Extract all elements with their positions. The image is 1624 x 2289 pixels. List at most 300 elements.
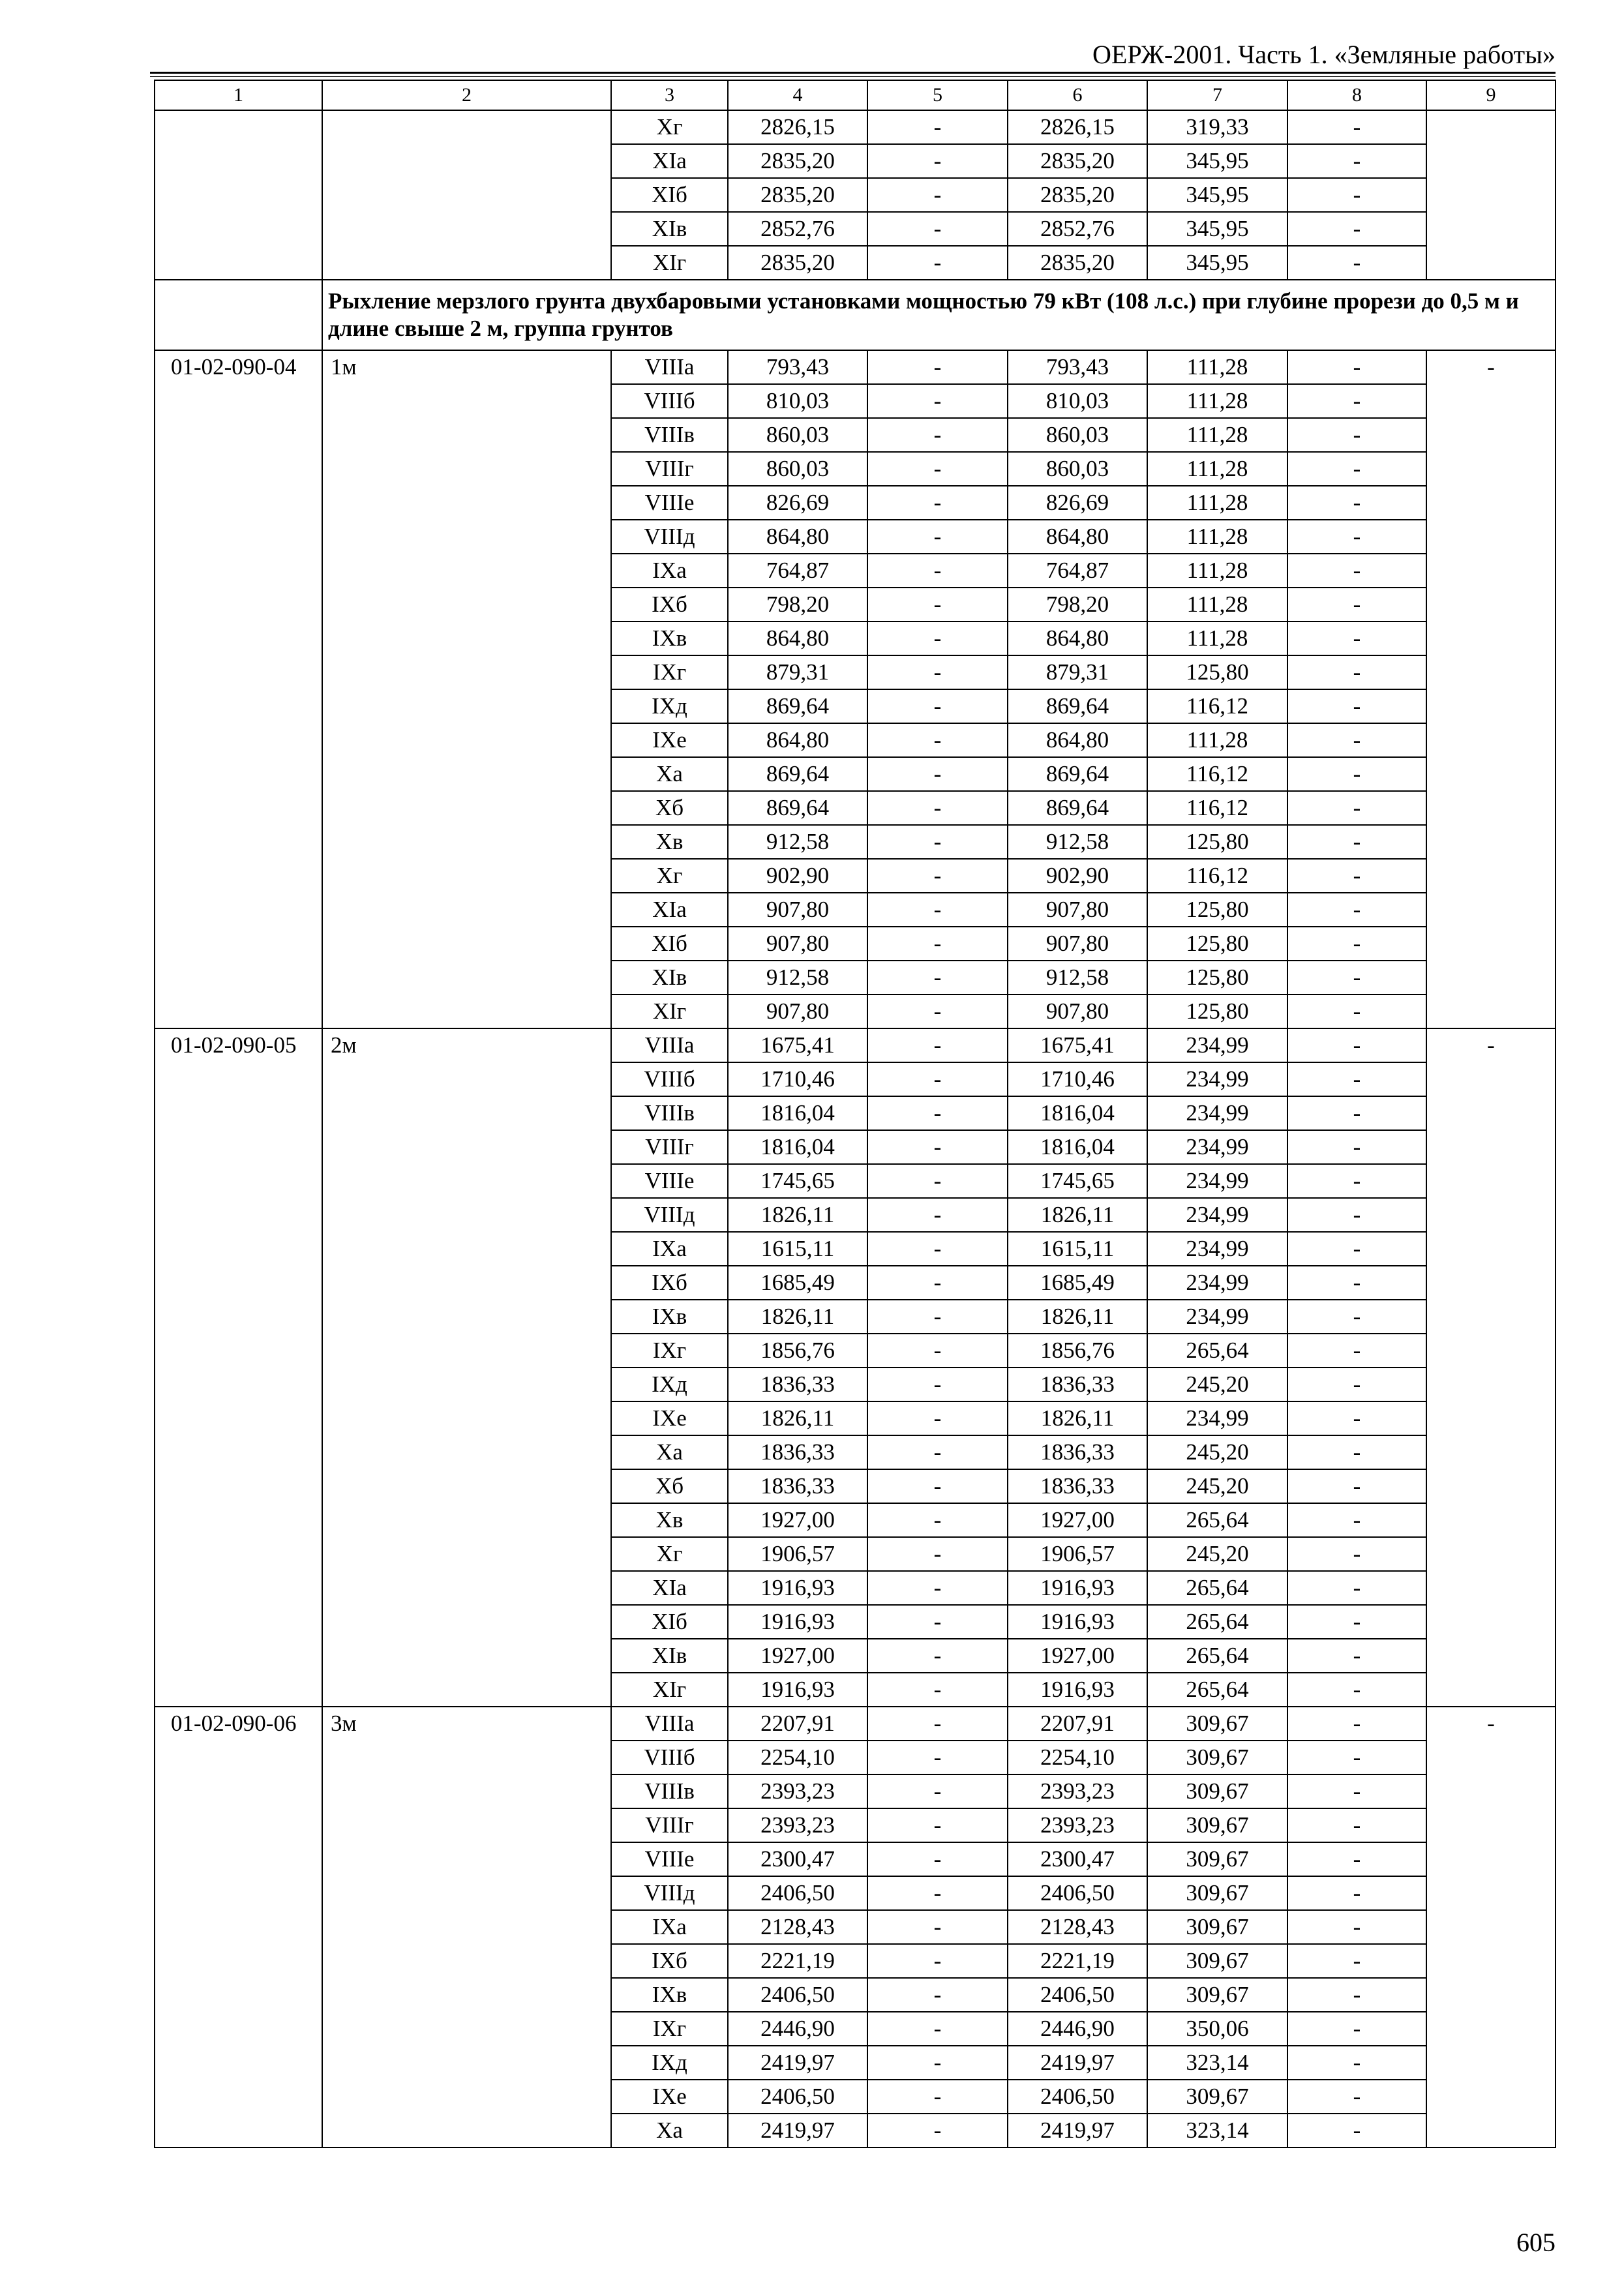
- materials-cost-cell: -: [1287, 1096, 1426, 1130]
- materials-cost-cell: -: [1287, 723, 1426, 757]
- machine-cost-cell: 869,64: [1008, 791, 1147, 825]
- direct-cost-cell: 2835,20: [728, 246, 867, 280]
- materials-cost-cell: -: [1287, 520, 1426, 554]
- direct-cost-cell: 2207,91: [728, 1707, 867, 1741]
- soil-group-cell: IXе: [611, 2080, 728, 2114]
- direct-cost-cell: 864,80: [728, 520, 867, 554]
- machine-wage-cell: 116,12: [1147, 859, 1287, 893]
- direct-cost-cell: 2406,50: [728, 1978, 867, 2012]
- machine-wage-cell: 234,99: [1147, 1062, 1287, 1096]
- machine-cost-cell: 1816,04: [1008, 1096, 1147, 1130]
- machine-wage-cell: 111,28: [1147, 418, 1287, 452]
- direct-cost-cell: 907,80: [728, 893, 867, 927]
- machine-wage-cell: 125,80: [1147, 825, 1287, 859]
- rate-code: 01-02-090-06: [155, 1707, 322, 2147]
- direct-cost-cell: 869,64: [728, 757, 867, 791]
- direct-cost-cell: 1816,04: [728, 1096, 867, 1130]
- machine-wage-cell: 234,99: [1147, 1300, 1287, 1334]
- labor-wage-cell: -: [867, 1062, 1008, 1096]
- soil-group-cell: XIг: [611, 995, 728, 1028]
- machine-wage-cell: 111,28: [1147, 520, 1287, 554]
- machine-wage-cell: 319,33: [1147, 110, 1287, 144]
- soil-group-cell: XIв: [611, 961, 728, 995]
- direct-cost-cell: 869,64: [728, 791, 867, 825]
- soil-group-cell: XIб: [611, 1605, 728, 1639]
- machine-wage-cell: 265,64: [1147, 1639, 1287, 1673]
- labor-wage-cell: -: [867, 927, 1008, 961]
- materials-cost-cell: -: [1287, 2046, 1426, 2080]
- soil-group-cell: Xг: [611, 110, 728, 144]
- machine-cost-cell: 810,03: [1008, 384, 1147, 418]
- machine-wage-cell: 234,99: [1147, 1401, 1287, 1435]
- soil-group-cell: VIIIв: [611, 418, 728, 452]
- soil-group-cell: VIIIг: [611, 1808, 728, 1842]
- labor-wage-cell: -: [867, 1707, 1008, 1741]
- machine-wage-cell: 245,20: [1147, 1435, 1287, 1469]
- machine-wage-cell: 265,64: [1147, 1605, 1287, 1639]
- machine-cost-cell: 764,87: [1008, 554, 1147, 588]
- column-number: 2: [322, 80, 611, 110]
- direct-cost-cell: 2128,43: [728, 1910, 867, 1944]
- direct-cost-cell: 2419,97: [728, 2046, 867, 2080]
- labor-wage-cell: -: [867, 1808, 1008, 1842]
- machine-wage-cell: 345,95: [1147, 212, 1287, 246]
- machine-cost-cell: 2826,15: [1008, 110, 1147, 144]
- col9-cell: [1426, 110, 1556, 280]
- machine-cost-cell: 1906,57: [1008, 1537, 1147, 1571]
- materials-cost-cell: -: [1287, 1673, 1426, 1707]
- labor-wage-cell: -: [867, 1741, 1008, 1774]
- labor-wage-cell: -: [867, 1198, 1008, 1232]
- machine-cost-cell: 2393,23: [1008, 1808, 1147, 1842]
- soil-group-cell: Xа: [611, 757, 728, 791]
- materials-cost-cell: -: [1287, 825, 1426, 859]
- machine-wage-cell: 116,12: [1147, 689, 1287, 723]
- labor-wage-cell: -: [867, 1944, 1008, 1978]
- machine-cost-cell: 1710,46: [1008, 1062, 1147, 1096]
- materials-cost-cell: -: [1287, 1639, 1426, 1673]
- machine-cost-cell: 1685,49: [1008, 1266, 1147, 1300]
- machine-cost-cell: 864,80: [1008, 520, 1147, 554]
- labor-wage-cell: -: [867, 1876, 1008, 1910]
- direct-cost-cell: 810,03: [728, 384, 867, 418]
- soil-group-cell: XIа: [611, 144, 728, 178]
- direct-cost-cell: 2254,10: [728, 1741, 867, 1774]
- soil-group-cell: Xг: [611, 859, 728, 893]
- materials-cost-cell: -: [1287, 1978, 1426, 2012]
- machine-cost-cell: 2406,50: [1008, 1876, 1147, 1910]
- machine-cost-cell: 1916,93: [1008, 1673, 1147, 1707]
- labor-wage-cell: -: [867, 995, 1008, 1028]
- soil-group-cell: IXд: [611, 1368, 728, 1401]
- soil-group-cell: IXв: [611, 1300, 728, 1334]
- machine-wage-cell: 323,14: [1147, 2114, 1287, 2147]
- soil-group-cell: IXд: [611, 689, 728, 723]
- machine-cost-cell: 1927,00: [1008, 1639, 1147, 1673]
- section-title: Рыхление мерзлого грунта двухбаровыми установками мощностью 79 кВт (108 л.с.) при глубине прорези до 0,5 м и длине свыше 2 м, группа грунтов: [322, 280, 1556, 350]
- direct-cost-cell: 907,80: [728, 927, 867, 961]
- machine-wage-cell: 245,20: [1147, 1368, 1287, 1401]
- machine-wage-cell: 125,80: [1147, 961, 1287, 995]
- machine-wage-cell: 309,67: [1147, 1741, 1287, 1774]
- labor-wage-cell: -: [867, 2114, 1008, 2147]
- soil-group-cell: IXа: [611, 1910, 728, 1944]
- labor-wage-cell: -: [867, 1164, 1008, 1198]
- materials-cost-cell: -: [1287, 178, 1426, 212]
- labor-wage-cell: -: [867, 520, 1008, 554]
- soil-group-cell: Xа: [611, 1435, 728, 1469]
- soil-group-cell: XIб: [611, 927, 728, 961]
- labor-wage-cell: -: [867, 1130, 1008, 1164]
- machine-cost-cell: 1836,33: [1008, 1435, 1147, 1469]
- direct-cost-cell: 2393,23: [728, 1808, 867, 1842]
- labor-wage-cell: -: [867, 1605, 1008, 1639]
- soil-group-cell: Xв: [611, 1503, 728, 1537]
- soil-group-cell: XIв: [611, 1639, 728, 1673]
- section-title-row: [155, 280, 1556, 350]
- soil-group-cell: VIIIд: [611, 520, 728, 554]
- machine-wage-cell: 265,64: [1147, 1503, 1287, 1537]
- direct-cost-cell: 2835,20: [728, 144, 867, 178]
- materials-cost-cell: -: [1287, 1198, 1426, 1232]
- labor-wage-cell: -: [867, 452, 1008, 486]
- materials-cost-cell: -: [1287, 110, 1426, 144]
- machine-wage-cell: 116,12: [1147, 791, 1287, 825]
- machine-wage-cell: 111,28: [1147, 723, 1287, 757]
- machine-wage-cell: 245,20: [1147, 1469, 1287, 1503]
- materials-cost-cell: -: [1287, 689, 1426, 723]
- table-row: [155, 350, 1556, 384]
- materials-cost-cell: -: [1287, 384, 1426, 418]
- direct-cost-cell: 2446,90: [728, 2012, 867, 2046]
- col9-cell: -: [1426, 1028, 1556, 1707]
- soil-group-cell: XIв: [611, 212, 728, 246]
- machine-cost-cell: 2406,50: [1008, 2080, 1147, 2114]
- labor-wage-cell: -: [867, 486, 1008, 520]
- machine-cost-cell: 1856,76: [1008, 1334, 1147, 1368]
- col9-cell: -: [1426, 350, 1556, 1028]
- direct-cost-cell: 1836,33: [728, 1368, 867, 1401]
- machine-cost-cell: 864,80: [1008, 723, 1147, 757]
- soil-group-cell: VIIIв: [611, 1096, 728, 1130]
- machine-cost-cell: 912,58: [1008, 825, 1147, 859]
- machine-cost-cell: 1826,11: [1008, 1401, 1147, 1435]
- rate-name: 2м: [322, 1028, 611, 1707]
- labor-wage-cell: -: [867, 1537, 1008, 1571]
- machine-cost-cell: 1916,93: [1008, 1605, 1147, 1639]
- section-title-blank: [155, 280, 322, 350]
- column-number: 3: [611, 80, 728, 110]
- machine-wage-cell: 111,28: [1147, 588, 1287, 621]
- machine-cost-cell: 879,31: [1008, 655, 1147, 689]
- machine-cost-cell: 860,03: [1008, 452, 1147, 486]
- materials-cost-cell: -: [1287, 1503, 1426, 1537]
- labor-wage-cell: -: [867, 588, 1008, 621]
- materials-cost-cell: -: [1287, 486, 1426, 520]
- machine-wage-cell: 111,28: [1147, 384, 1287, 418]
- rate-code: 01-02-090-05: [155, 1028, 322, 1707]
- labor-wage-cell: -: [867, 418, 1008, 452]
- direct-cost-cell: 2852,76: [728, 212, 867, 246]
- labor-wage-cell: -: [867, 144, 1008, 178]
- machine-wage-cell: 234,99: [1147, 1198, 1287, 1232]
- table-row: [155, 110, 1556, 144]
- soil-group-cell: IXа: [611, 1232, 728, 1266]
- machine-wage-cell: 234,99: [1147, 1164, 1287, 1198]
- direct-cost-cell: 1916,93: [728, 1605, 867, 1639]
- page-header-title: ОЕРЖ-2001. Часть 1. «Земляные работы»: [1092, 40, 1556, 69]
- materials-cost-cell: -: [1287, 1944, 1426, 1978]
- soil-group-cell: VIIIб: [611, 384, 728, 418]
- materials-cost-cell: -: [1287, 621, 1426, 655]
- direct-cost-cell: 2300,47: [728, 1842, 867, 1876]
- direct-cost-cell: 879,31: [728, 655, 867, 689]
- table-row: [155, 1707, 1556, 1741]
- materials-cost-cell: -: [1287, 212, 1426, 246]
- header-rule-thin: [150, 76, 1556, 77]
- machine-cost-cell: 2300,47: [1008, 1842, 1147, 1876]
- materials-cost-cell: -: [1287, 1537, 1426, 1571]
- direct-cost-cell: 902,90: [728, 859, 867, 893]
- machine-cost-cell: 864,80: [1008, 621, 1147, 655]
- materials-cost-cell: -: [1287, 1910, 1426, 1944]
- materials-cost-cell: -: [1287, 1368, 1426, 1401]
- machine-cost-cell: 1916,93: [1008, 1571, 1147, 1605]
- machine-wage-cell: 309,67: [1147, 1774, 1287, 1808]
- materials-cost-cell: -: [1287, 1435, 1426, 1469]
- column-number: 8: [1287, 80, 1426, 110]
- direct-cost-cell: 1816,04: [728, 1130, 867, 1164]
- materials-cost-cell: -: [1287, 1876, 1426, 1910]
- materials-cost-cell: -: [1287, 1130, 1426, 1164]
- column-number: 4: [728, 80, 867, 110]
- machine-wage-cell: 265,64: [1147, 1673, 1287, 1707]
- machine-wage-cell: 309,67: [1147, 1876, 1287, 1910]
- machine-wage-cell: 309,67: [1147, 1978, 1287, 2012]
- direct-cost-cell: 1906,57: [728, 1537, 867, 1571]
- materials-cost-cell: -: [1287, 1842, 1426, 1876]
- labor-wage-cell: -: [867, 1978, 1008, 2012]
- direct-cost-cell: 2393,23: [728, 1774, 867, 1808]
- machine-cost-cell: 1836,33: [1008, 1368, 1147, 1401]
- direct-cost-cell: 860,03: [728, 452, 867, 486]
- soil-group-cell: VIIIв: [611, 1774, 728, 1808]
- machine-cost-cell: 1816,04: [1008, 1130, 1147, 1164]
- soil-group-cell: IXа: [611, 554, 728, 588]
- labor-wage-cell: -: [867, 1368, 1008, 1401]
- machine-wage-cell: 265,64: [1147, 1571, 1287, 1605]
- direct-cost-cell: 1826,11: [728, 1401, 867, 1435]
- labor-wage-cell: -: [867, 859, 1008, 893]
- materials-cost-cell: -: [1287, 246, 1426, 280]
- machine-cost-cell: 1826,11: [1008, 1300, 1147, 1334]
- materials-cost-cell: -: [1287, 1062, 1426, 1096]
- machine-cost-cell: 2221,19: [1008, 1944, 1147, 1978]
- direct-cost-cell: 864,80: [728, 621, 867, 655]
- labor-wage-cell: -: [867, 655, 1008, 689]
- direct-cost-cell: 1745,65: [728, 1164, 867, 1198]
- soil-group-cell: IXб: [611, 1266, 728, 1300]
- materials-cost-cell: -: [1287, 995, 1426, 1028]
- direct-cost-cell: 864,80: [728, 723, 867, 757]
- soil-group-cell: Xа: [611, 2114, 728, 2147]
- machine-cost-cell: 1745,65: [1008, 1164, 1147, 1198]
- materials-cost-cell: -: [1287, 1605, 1426, 1639]
- rate-name: 3м: [322, 1707, 611, 2147]
- labor-wage-cell: -: [867, 825, 1008, 859]
- materials-cost-cell: -: [1287, 1707, 1426, 1741]
- soil-group-cell: VIIIд: [611, 1198, 728, 1232]
- direct-cost-cell: 2419,97: [728, 2114, 867, 2147]
- direct-cost-cell: 1836,33: [728, 1435, 867, 1469]
- machine-cost-cell: 2128,43: [1008, 1910, 1147, 1944]
- materials-cost-cell: -: [1287, 961, 1426, 995]
- table-row: [155, 1028, 1556, 1062]
- direct-cost-cell: 2406,50: [728, 2080, 867, 2114]
- column-number: 5: [867, 80, 1008, 110]
- direct-cost-cell: 1836,33: [728, 1469, 867, 1503]
- machine-wage-cell: 234,99: [1147, 1130, 1287, 1164]
- soil-group-cell: IXг: [611, 2012, 728, 2046]
- soil-group-cell: XIг: [611, 1673, 728, 1707]
- machine-wage-cell: 309,67: [1147, 2080, 1287, 2114]
- machine-wage-cell: 125,80: [1147, 893, 1287, 927]
- machine-wage-cell: 323,14: [1147, 2046, 1287, 2080]
- materials-cost-cell: -: [1287, 1266, 1426, 1300]
- machine-cost-cell: 2406,50: [1008, 1978, 1147, 2012]
- machine-wage-cell: 234,99: [1147, 1232, 1287, 1266]
- soil-group-cell: IXб: [611, 588, 728, 621]
- soil-group-cell: IXв: [611, 621, 728, 655]
- machine-cost-cell: 869,64: [1008, 689, 1147, 723]
- header-rule: [150, 72, 1556, 74]
- labor-wage-cell: -: [867, 1571, 1008, 1605]
- soil-group-cell: XIб: [611, 178, 728, 212]
- materials-cost-cell: -: [1287, 791, 1426, 825]
- soil-group-cell: IXд: [611, 2046, 728, 2080]
- labor-wage-cell: -: [867, 1503, 1008, 1537]
- materials-cost-cell: -: [1287, 859, 1426, 893]
- soil-group-cell: IXг: [611, 1334, 728, 1368]
- labor-wage-cell: -: [867, 2012, 1008, 2046]
- labor-wage-cell: -: [867, 723, 1008, 757]
- materials-cost-cell: -: [1287, 1808, 1426, 1842]
- machine-wage-cell: 111,28: [1147, 486, 1287, 520]
- machine-cost-cell: 907,80: [1008, 927, 1147, 961]
- soil-group-cell: Xб: [611, 791, 728, 825]
- materials-cost-cell: -: [1287, 1334, 1426, 1368]
- machine-cost-cell: 2393,23: [1008, 1774, 1147, 1808]
- labor-wage-cell: -: [867, 2080, 1008, 2114]
- direct-cost-cell: 798,20: [728, 588, 867, 621]
- labor-wage-cell: -: [867, 178, 1008, 212]
- machine-wage-cell: 125,80: [1147, 995, 1287, 1028]
- direct-cost-cell: 764,87: [728, 554, 867, 588]
- soil-group-cell: VIIIе: [611, 486, 728, 520]
- col9-cell: -: [1426, 1707, 1556, 2147]
- direct-cost-cell: 1927,00: [728, 1639, 867, 1673]
- soil-group-cell: XIг: [611, 246, 728, 280]
- machine-wage-cell: 234,99: [1147, 1266, 1287, 1300]
- direct-cost-cell: 1856,76: [728, 1334, 867, 1368]
- labor-wage-cell: -: [867, 554, 1008, 588]
- materials-cost-cell: -: [1287, 1232, 1426, 1266]
- materials-cost-cell: -: [1287, 1164, 1426, 1198]
- machine-wage-cell: 116,12: [1147, 757, 1287, 791]
- soil-group-cell: Xв: [611, 825, 728, 859]
- soil-group-cell: VIIIг: [611, 1130, 728, 1164]
- materials-cost-cell: -: [1287, 1028, 1426, 1062]
- machine-cost-cell: 2419,97: [1008, 2046, 1147, 2080]
- soil-group-cell: Xб: [611, 1469, 728, 1503]
- labor-wage-cell: -: [867, 246, 1008, 280]
- machine-wage-cell: 125,80: [1147, 655, 1287, 689]
- labor-wage-cell: -: [867, 1300, 1008, 1334]
- column-number: 1: [155, 80, 322, 110]
- machine-cost-cell: 2207,91: [1008, 1707, 1147, 1741]
- direct-cost-cell: 1685,49: [728, 1266, 867, 1300]
- direct-cost-cell: 907,80: [728, 995, 867, 1028]
- machine-cost-cell: 826,69: [1008, 486, 1147, 520]
- soil-group-cell: VIIIг: [611, 452, 728, 486]
- materials-cost-cell: -: [1287, 893, 1426, 927]
- materials-cost-cell: -: [1287, 1774, 1426, 1808]
- labor-wage-cell: -: [867, 1096, 1008, 1130]
- machine-wage-cell: 309,67: [1147, 1842, 1287, 1876]
- direct-cost-cell: 2835,20: [728, 178, 867, 212]
- direct-cost-cell: 912,58: [728, 961, 867, 995]
- machine-cost-cell: 793,43: [1008, 350, 1147, 384]
- rates-table: [154, 80, 1556, 2148]
- materials-cost-cell: -: [1287, 2114, 1426, 2147]
- rate-code: 01-02-090-04: [155, 350, 322, 1028]
- direct-cost-cell: 2826,15: [728, 110, 867, 144]
- materials-cost-cell: -: [1287, 1300, 1426, 1334]
- machine-wage-cell: 111,28: [1147, 621, 1287, 655]
- materials-cost-cell: -: [1287, 927, 1426, 961]
- machine-wage-cell: 345,95: [1147, 144, 1287, 178]
- direct-cost-cell: 860,03: [728, 418, 867, 452]
- labor-wage-cell: -: [867, 1266, 1008, 1300]
- machine-cost-cell: 1826,11: [1008, 1198, 1147, 1232]
- soil-group-cell: VIIIе: [611, 1842, 728, 1876]
- machine-cost-cell: 2835,20: [1008, 178, 1147, 212]
- column-number: 7: [1147, 80, 1287, 110]
- soil-group-cell: VIIIд: [611, 1876, 728, 1910]
- labor-wage-cell: -: [867, 961, 1008, 995]
- labor-wage-cell: -: [867, 791, 1008, 825]
- machine-wage-cell: 345,95: [1147, 246, 1287, 280]
- direct-cost-cell: 2406,50: [728, 1876, 867, 1910]
- machine-wage-cell: 111,28: [1147, 452, 1287, 486]
- machine-cost-cell: 2419,97: [1008, 2114, 1147, 2147]
- labor-wage-cell: -: [867, 893, 1008, 927]
- labor-wage-cell: -: [867, 1842, 1008, 1876]
- direct-cost-cell: 1710,46: [728, 1062, 867, 1096]
- machine-wage-cell: 111,28: [1147, 554, 1287, 588]
- code-cell: [155, 110, 322, 280]
- machine-wage-cell: 350,06: [1147, 2012, 1287, 2046]
- labor-wage-cell: -: [867, 1028, 1008, 1062]
- direct-cost-cell: 1916,93: [728, 1673, 867, 1707]
- machine-wage-cell: 234,99: [1147, 1096, 1287, 1130]
- machine-cost-cell: 2835,20: [1008, 246, 1147, 280]
- labor-wage-cell: -: [867, 1673, 1008, 1707]
- direct-cost-cell: 826,69: [728, 486, 867, 520]
- machine-wage-cell: 125,80: [1147, 927, 1287, 961]
- materials-cost-cell: -: [1287, 655, 1426, 689]
- labor-wage-cell: -: [867, 1401, 1008, 1435]
